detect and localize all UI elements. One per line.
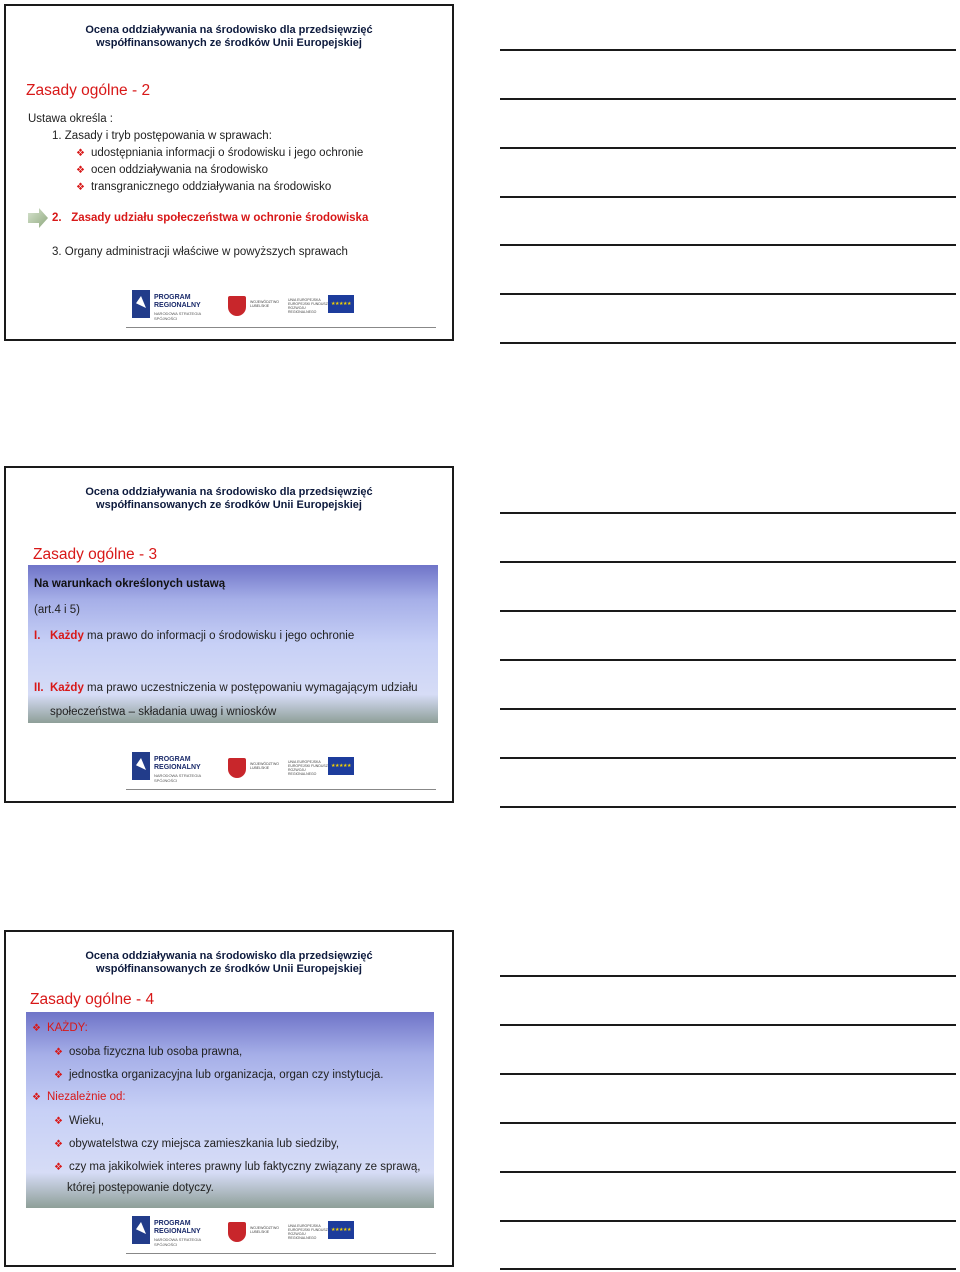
slide-title: Zasady ogólne - 3 xyxy=(33,546,158,563)
note-line xyxy=(500,708,956,710)
note-line xyxy=(500,98,956,100)
program-regionalny-logo: PROGRAM REGIONALNY NARODOWA STRATEGIA SPÓJNOŚCI xyxy=(132,290,222,320)
niezaleznie-item: ❖ obywatelstwa czy miejsca zamieszkania lub siedziby, xyxy=(54,1138,340,1150)
slide-header xyxy=(6,950,452,976)
logo-strip xyxy=(6,1216,452,1248)
point-2-continued: społeczeństwa – składania uwag i wniosków xyxy=(50,706,277,718)
note-line xyxy=(500,244,956,246)
note-line xyxy=(500,1122,956,1124)
item-2-highlight: 2. Zasady udziału społeczeństwa w ochronie środowiska xyxy=(52,212,369,224)
slide-title: Zasady ogólne - 2 xyxy=(26,82,151,99)
eu-label: UNIA EUROPEJSKA EUROPEJSKI FUNDUSZ ROZWOJU REGIONALNEGO xyxy=(288,1224,328,1240)
niezaleznie-item-continued: której postępowanie dotyczy. xyxy=(67,1182,214,1194)
bullet-item: ❖ ocen oddziaływania na środowisko xyxy=(76,164,269,176)
point-1: I. Każdy ma prawo do informacji o środowisku i jego ochronie xyxy=(34,630,355,642)
program-regionalny-logo: PROGRAM REGIONALNY NARODOWA STRATEGIA SPÓJNOŚCI xyxy=(132,752,222,782)
nss-logo-icon xyxy=(132,290,150,318)
kazdy-heading: ❖ KAŻDY: xyxy=(32,1022,88,1034)
diamond-bullet-icon: ❖ xyxy=(76,148,85,159)
lubelskie-label: WOJEWÓDZTWO LUBELSKIE xyxy=(250,300,279,308)
bullet-item: ❖ udostępniania informacji o środowisku i jego ochronie xyxy=(76,147,364,159)
slide-1 xyxy=(4,4,454,341)
nss-logo-icon xyxy=(132,1216,150,1244)
footer-divider xyxy=(126,789,436,790)
note-line xyxy=(500,342,956,344)
note-line xyxy=(500,659,956,661)
diamond-bullet-icon: ❖ xyxy=(32,1023,41,1034)
diamond-bullet-icon: ❖ xyxy=(54,1116,63,1127)
slide-title: Zasady ogólne - 4 xyxy=(30,991,155,1008)
note-line xyxy=(500,1171,956,1173)
subtitle: Na warunkach określonych ustawą xyxy=(34,578,226,590)
slide-header xyxy=(6,24,452,50)
note-line xyxy=(500,610,956,612)
note-line xyxy=(500,1024,956,1026)
logo-strip xyxy=(6,290,452,322)
eu-label: UNIA EUROPEJSKA EUROPEJSKI FUNDUSZ ROZWOJU REGIONALNEGO xyxy=(288,760,328,776)
nss-logo-icon xyxy=(132,752,150,780)
diamond-bullet-icon: ❖ xyxy=(54,1162,63,1173)
note-line xyxy=(500,1268,956,1270)
niezaleznie-heading: ❖ Niezależnie od: xyxy=(32,1091,126,1103)
kazdy-item: ❖ osoba fizyczna lub osoba prawna, xyxy=(54,1046,243,1058)
lubelskie-coat-of-arms-icon xyxy=(228,758,246,778)
note-line xyxy=(500,1220,956,1222)
lubelskie-label: WOJEWÓDZTWO LUBELSKIE xyxy=(250,762,279,770)
header-line-1: Ocena oddziaływania na środowisko dla przedsięwzięć xyxy=(85,486,373,498)
note-line xyxy=(500,196,956,198)
note-line xyxy=(500,512,956,514)
footer-divider xyxy=(126,327,436,328)
item-1: 1. Zasady i tryb postępowania w sprawach: xyxy=(52,130,272,142)
diamond-bullet-icon: ❖ xyxy=(54,1070,63,1081)
niezaleznie-item: ❖ Wieku, xyxy=(54,1115,105,1127)
diamond-bullet-icon: ❖ xyxy=(32,1092,41,1103)
note-line xyxy=(500,561,956,563)
kazdy-item: ❖ jednostka organizacyjna lub organizacja, organ czy instytucja. xyxy=(54,1069,384,1081)
note-line xyxy=(500,147,956,149)
header-line-2: współfinansowanych ze środków Unii Europejskiej xyxy=(96,37,362,49)
note-line xyxy=(500,1073,956,1075)
header-line-2: współfinansowanych ze środków Unii Europejskiej xyxy=(96,963,362,975)
article-ref: (art.4 i 5) xyxy=(34,604,81,616)
lubelskie-coat-of-arms-icon xyxy=(228,1222,246,1242)
niezaleznie-item: ❖ czy ma jakikolwiek interes prawny lub faktyczny związany ze sprawą, xyxy=(54,1161,421,1173)
slide-3 xyxy=(4,930,454,1267)
lubelskie-coat-of-arms-icon xyxy=(228,296,246,316)
eu-flag-icon: ★★★★★ xyxy=(328,295,354,313)
point-2: II. Każdy ma prawo uczestniczenia w postępowaniu wymagającym udziału xyxy=(34,682,418,694)
diamond-bullet-icon: ❖ xyxy=(54,1139,63,1150)
note-line xyxy=(500,293,956,295)
slide-2 xyxy=(4,466,454,803)
lubelskie-label: WOJEWÓDZTWO LUBELSKIE xyxy=(250,1226,279,1234)
diamond-bullet-icon: ❖ xyxy=(76,182,85,193)
item-3: 3. Organy administracji właściwe w powyższych sprawach xyxy=(52,246,348,258)
slide-header xyxy=(6,486,452,512)
eu-label: UNIA EUROPEJSKA EUROPEJSKI FUNDUSZ ROZWOJU REGIONALNEGO xyxy=(288,298,328,314)
header-line-1: Ocena oddziaływania na środowisko dla przedsięwzięć xyxy=(85,950,373,962)
diamond-bullet-icon: ❖ xyxy=(54,1047,63,1058)
note-line xyxy=(500,975,956,977)
bullet-item: ❖ transgranicznego oddziaływania na środowisko xyxy=(76,181,332,193)
arrow-right-icon xyxy=(28,208,48,228)
eu-flag-icon: ★★★★★ xyxy=(328,757,354,775)
note-line xyxy=(500,49,956,51)
diamond-bullet-icon: ❖ xyxy=(76,165,85,176)
header-line-2: współfinansowanych ze środków Unii Europejskiej xyxy=(96,499,362,511)
eu-flag-icon: ★★★★★ xyxy=(328,1221,354,1239)
note-line xyxy=(500,806,956,808)
program-regionalny-logo: PROGRAM REGIONALNY NARODOWA STRATEGIA SPÓJNOŚCI xyxy=(132,1216,222,1246)
content-panel xyxy=(26,1012,434,1208)
footer-divider xyxy=(126,1253,436,1254)
intro-text: Ustawa określa : xyxy=(28,113,114,125)
header-line-1: Ocena oddziaływania na środowisko dla przedsięwzięć xyxy=(85,24,373,36)
logo-strip xyxy=(6,752,452,784)
note-line xyxy=(500,757,956,759)
